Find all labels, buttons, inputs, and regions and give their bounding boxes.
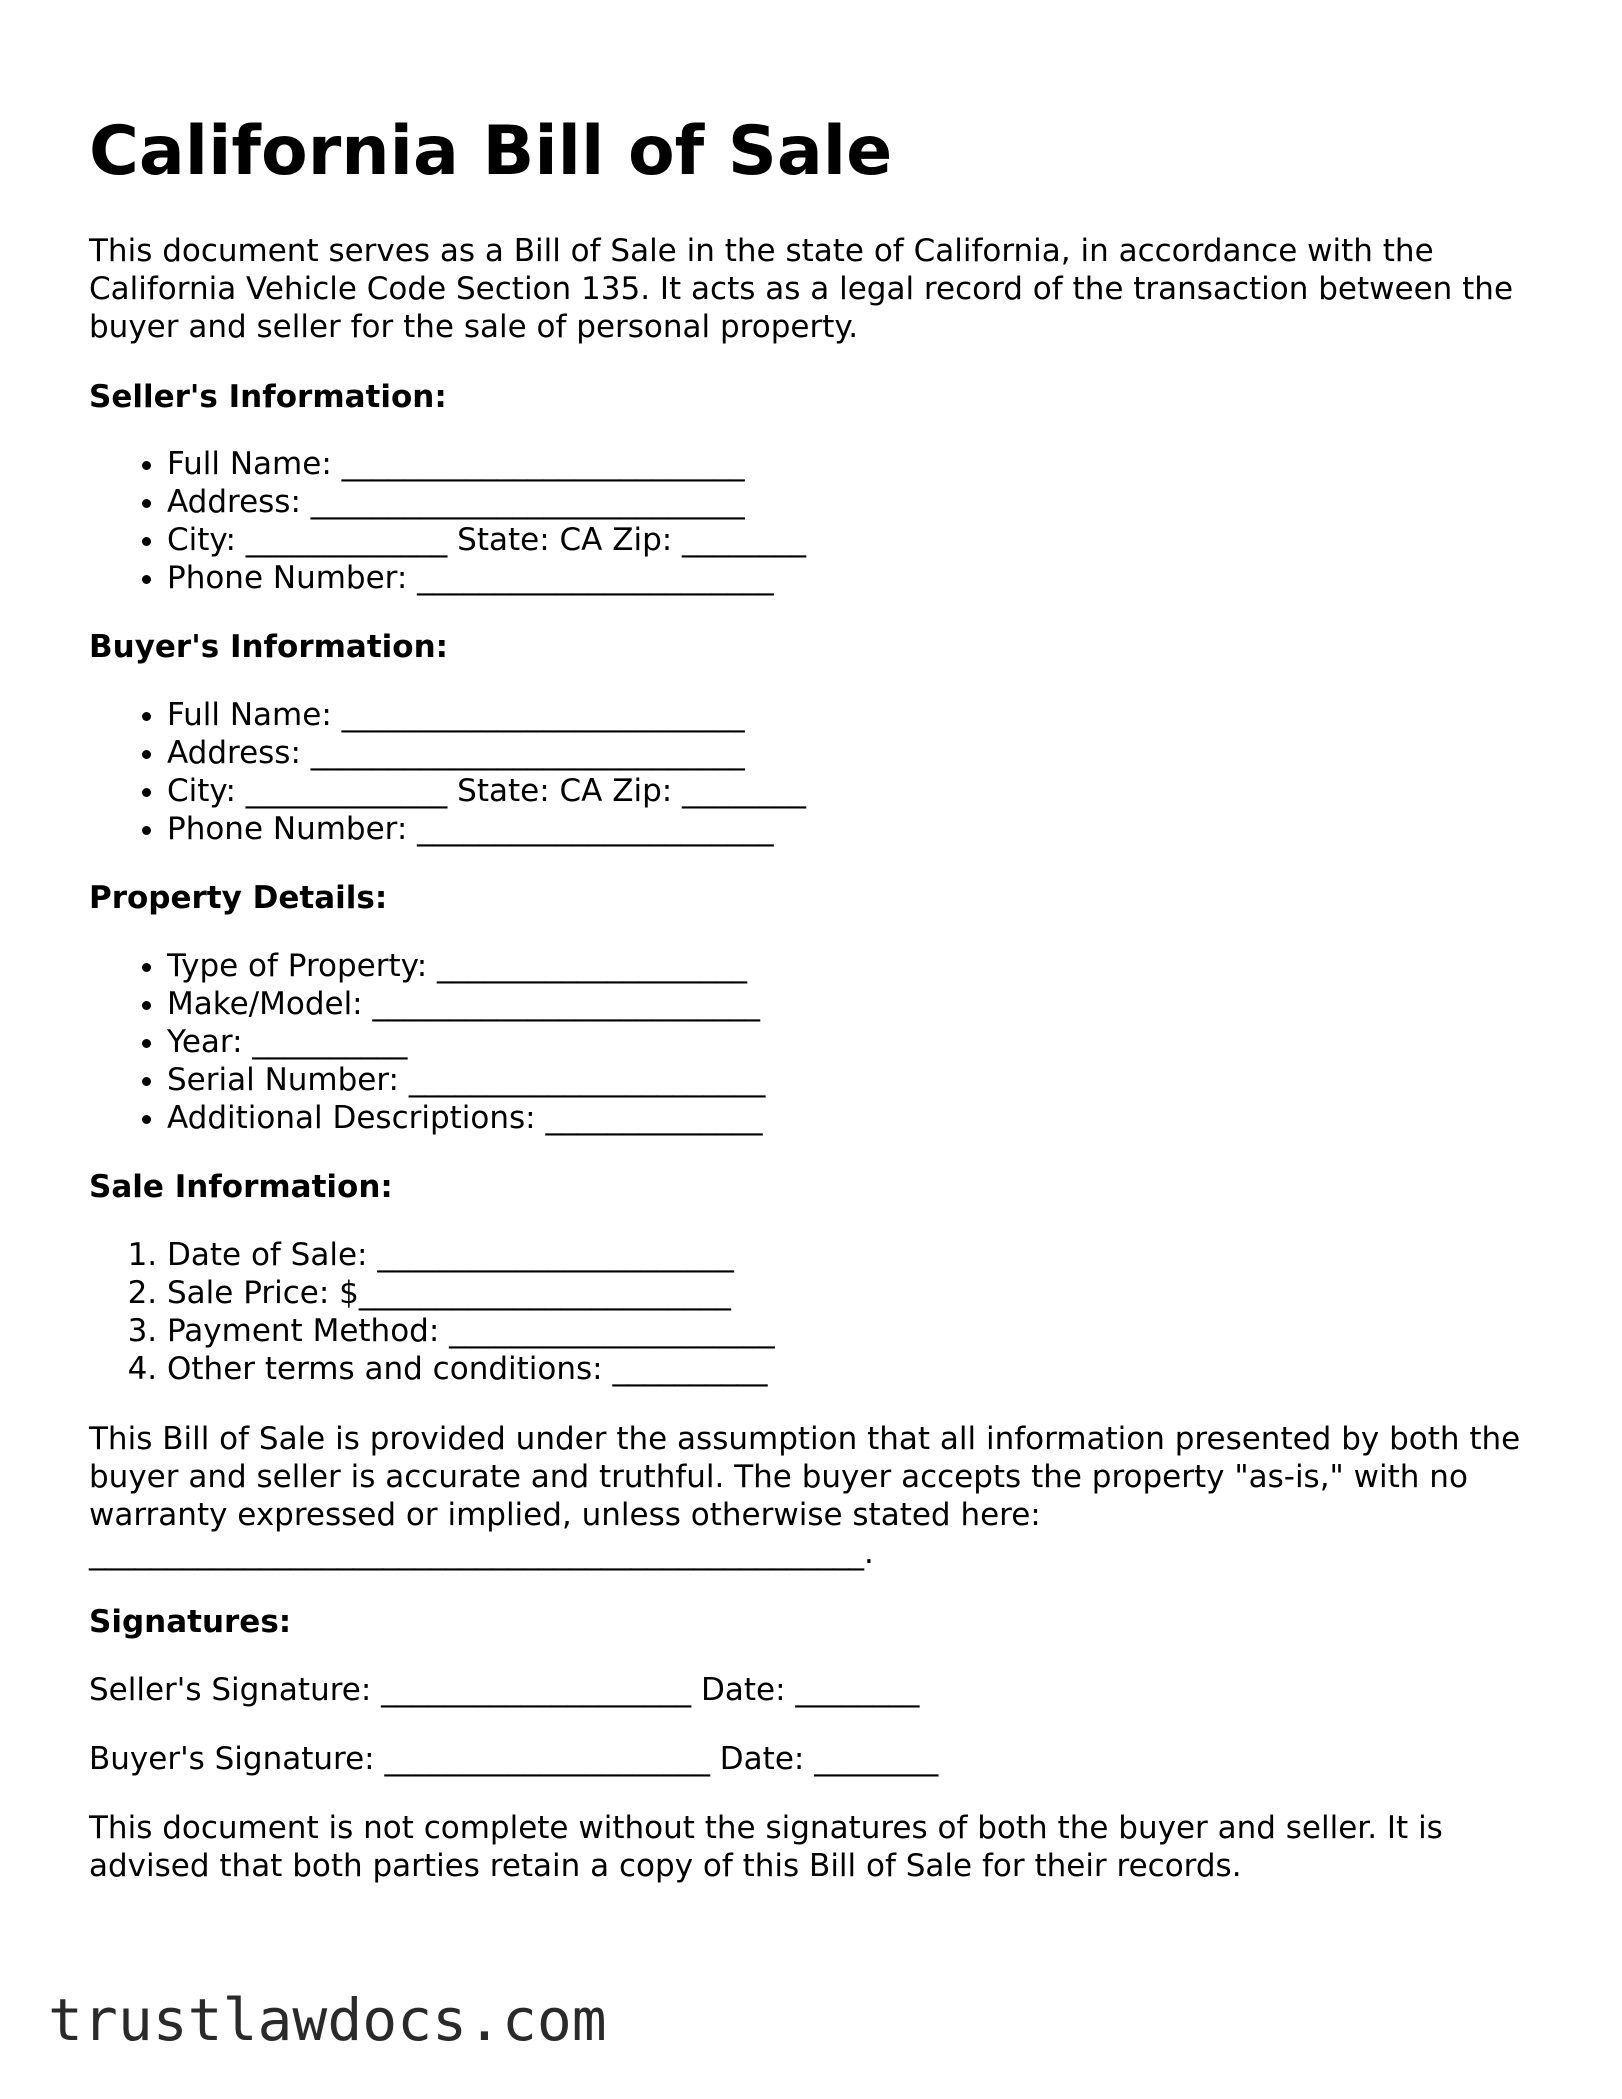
signatures-heading: Signatures: [89,1604,292,1640]
sale-date-field[interactable]: 1. Date of Sale: _______________________ [167,1236,775,1274]
document-title: California Bill of Sale [89,112,893,191]
property-make-model-field[interactable]: • Make/Model: _________________________ [167,985,765,1023]
seller-heading: Seller's Information: [89,379,447,415]
property-additional-descriptions-field[interactable]: • Additional Descriptions: ______________ [167,1099,765,1137]
buyer-heading: Buyer's Information: [89,629,449,665]
property-heading: Property Details: [89,880,388,916]
warranty-paragraph[interactable]: This Bill of Sale is provided under the assumption that all information presented by both the buyer and seller is accurate and truthful. The buyer accepts the property "as-is," with no warranty expressed or implied, unless otherwise stated here: __________________________________________________. [89,1421,1521,1571]
intro-paragraph: This document serves as a Bill of Sale in the state of California, in accordance with the California Vehicle Code Section 135. It acts as a legal record of the transaction between the buyer and seller for the sale of personal property. [89,233,1514,345]
watermark-text: trustlawdocs.com [48,1986,607,2054]
buyer-phone-field[interactable]: • Phone Number: _______________________ [167,810,806,848]
closing-paragraph: This document is not complete without the signatures of both the buyer and seller. It is advised that both parties retain a copy of this Bill of Sale for their records. [89,1810,1443,1884]
property-serial-number-field[interactable]: • Serial Number: _______________________ [167,1061,765,1099]
property-details-list [89,947,765,1137]
seller-full-name-field[interactable]: • Full Name: __________________________ [167,445,806,483]
seller-info-list [89,445,806,597]
sale-price-field[interactable]: 2. Sale Price: $________________________ [167,1274,775,1312]
property-year-field[interactable]: • Year: __________ [167,1023,765,1061]
seller-phone-field[interactable]: • Phone Number: _______________________ [167,559,806,597]
sale-info-list [89,1236,775,1388]
seller-address-field[interactable]: • Address: ____________________________ [167,483,806,521]
sale-heading: Sale Information: [89,1169,393,1205]
property-type-field[interactable]: • Type of Property: ____________________ [167,947,765,985]
buyer-full-name-field[interactable]: • Full Name: __________________________ [167,696,806,734]
buyer-city-state-zip-field[interactable]: • City: _____________ State: CA Zip: ________ [167,772,806,810]
payment-method-field[interactable]: 3. Payment Method: _____________________ [167,1312,775,1350]
seller-signature-line[interactable]: Seller's Signature: ____________________ Date: ________ [89,1672,920,1708]
buyer-address-field[interactable]: • Address: ____________________________ [167,734,806,772]
other-terms-field[interactable]: 4. Other terms and conditions: __________ [167,1350,775,1388]
seller-city-state-zip-field[interactable]: • City: _____________ State: CA Zip: ________ [167,521,806,559]
buyer-info-list [89,696,806,848]
buyer-signature-line[interactable]: Buyer's Signature: _____________________ Date: ________ [89,1741,939,1777]
